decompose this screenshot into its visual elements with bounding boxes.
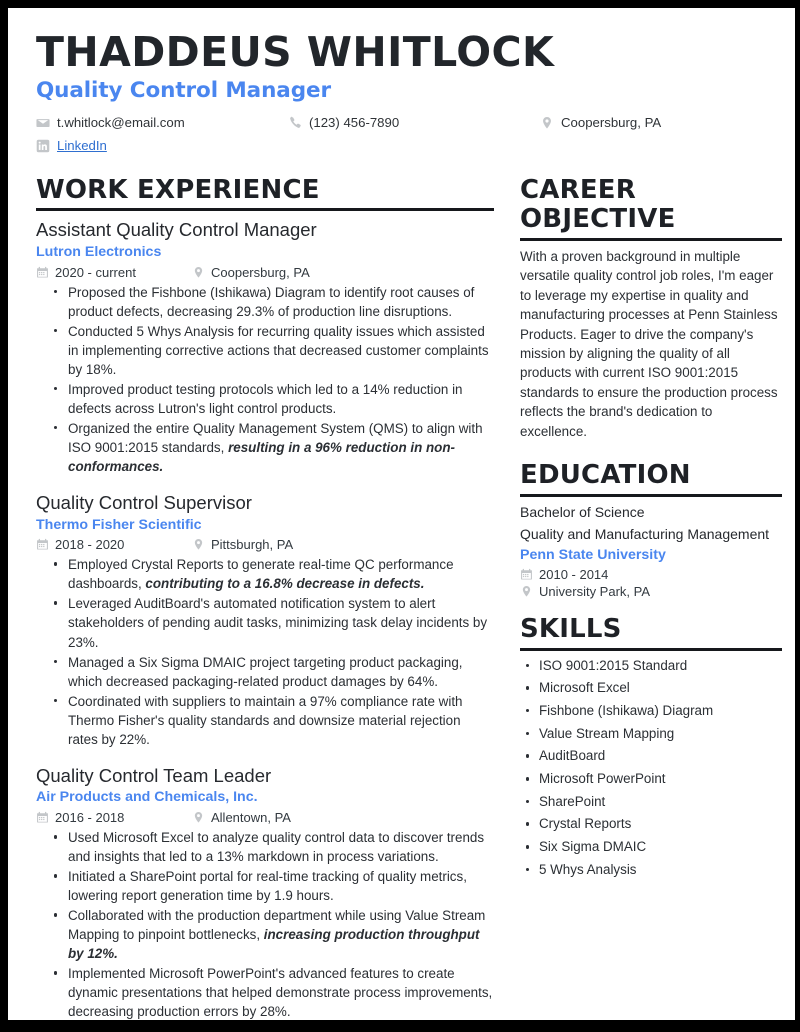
contact-location	[540, 115, 771, 131]
work-entry-location-text: Pittsburgh, PA	[211, 537, 294, 553]
bullet-item: Proposed the Fishbone (Ishikawa) Diagram to identify root causes of product defects, decreasing 29.3% of production line disruptions.	[54, 283, 494, 321]
list-item: Microsoft Excel	[524, 679, 782, 698]
work-entry-bullets	[36, 283, 494, 476]
column-gutter	[494, 176, 520, 1020]
work-entry-meta	[36, 810, 494, 825]
headline-job-title: Quality Control Manager	[36, 78, 331, 104]
list-item: Fishbone (Ishikawa) Diagram	[524, 702, 782, 721]
section-work-experience	[36, 176, 494, 1020]
list-item: AuditBoard	[524, 747, 782, 766]
map-pin-icon	[540, 116, 554, 130]
section-education	[520, 461, 782, 599]
section-divider	[36, 208, 494, 211]
section-title-education: EDUCATION	[520, 460, 691, 491]
calendar-icon	[36, 811, 49, 824]
resume-header	[36, 30, 771, 154]
work-entry	[36, 218, 494, 476]
calendar-icon	[36, 538, 49, 551]
bullet-item: Coordinated with suppliers to maintain a 97% compliance rate with Thermo Fisher's quality standards and downsize material rejection rates by 22%.	[54, 692, 494, 749]
work-entry-location	[192, 810, 291, 825]
work-entry-bullets	[36, 555, 494, 748]
right-column	[520, 176, 782, 1020]
work-entry-location-text: Coopersburg, PA	[211, 264, 310, 280]
work-entry-location-text: Allentown, PA	[211, 810, 291, 826]
work-entry-dates	[36, 810, 192, 825]
bullet-item: Implemented Microsoft PowerPoint's advanced features to create dynamic presentations that helped demonstrate process improvements, decreasing production errors by 28%.	[54, 964, 494, 1020]
work-entry	[36, 491, 494, 749]
work-entry-title: Quality Control Supervisor	[36, 491, 252, 513]
list-item: Microsoft PowerPoint	[524, 770, 782, 789]
work-entry	[36, 764, 494, 1020]
contact-email-text: t.whitlock@email.com	[57, 114, 185, 130]
education-degree-line-2: Quality and Manufacturing Management	[520, 525, 770, 542]
map-pin-icon	[192, 811, 205, 824]
contact-email	[36, 115, 288, 131]
bullet-item: Improved product testing protocols which led to a 14% reduction in defects across Lutron's light control products.	[54, 380, 494, 418]
list-item: ISO 9001:2015 Standard	[524, 657, 782, 676]
work-entry-dates-text: 2018 - 2020	[55, 537, 125, 553]
education-school: Penn State University	[520, 546, 666, 563]
section-title-career-objective: CAREER OBJECTIVE	[520, 174, 676, 235]
contact-location-text: Coopersburg, PA	[561, 114, 662, 130]
section-skills	[520, 615, 782, 879]
education-location	[520, 584, 782, 599]
calendar-icon	[36, 266, 49, 279]
linkedin-icon	[36, 139, 50, 153]
bullet-item: Managed a Six Sigma DMAIC project targeting product packaging, which decreased packaging-related product damages by 64%.	[54, 653, 494, 691]
envelope-icon	[36, 116, 50, 130]
bullet-item: Conducted 5 Whys Analysis for recurring quality issues which assisted in implementing corrective actions that decreased customer complaints by 18%.	[54, 322, 494, 379]
work-entry-bullets	[36, 828, 494, 1020]
section-divider	[520, 648, 782, 651]
work-entry-location	[192, 537, 293, 552]
spacer	[520, 601, 782, 615]
education-dates-text: 2010 - 2014	[539, 567, 609, 583]
contact-phone	[288, 115, 540, 131]
contact-linkedin[interactable]	[36, 138, 288, 154]
work-entry-title: Assistant Quality Control Manager	[36, 219, 317, 241]
list-item: Crystal Reports	[524, 815, 782, 834]
work-entry-meta	[36, 265, 494, 280]
bullet-item: Initiated a SharePoint portal for real-time tracking of quality metrics, lowering report generation time by 1.9 hours.	[54, 867, 494, 905]
education-degree-line-1: Bachelor of Science	[520, 503, 645, 520]
work-entry-dates	[36, 265, 192, 280]
bullet-item: Organized the entire Quality Management System (QMS) to align with ISO 9001:2015 standards, resulting in a 96% reduction in non-conformances.	[54, 419, 494, 476]
work-entry-meta	[36, 537, 494, 552]
spacer	[520, 441, 782, 461]
map-pin-icon	[192, 266, 205, 279]
list-item: SharePoint	[524, 793, 782, 812]
list-item: Six Sigma DMAIC	[524, 838, 782, 857]
work-entry-dates	[36, 537, 192, 552]
contact-linkedin-link[interactable]: LinkedIn	[57, 137, 107, 153]
work-entry-dates-text: 2016 - 2018	[55, 810, 125, 826]
section-career-objective	[520, 176, 782, 442]
bullet-item: Employed Crystal Reports to generate real-time QC performance dashboards, contributing to a 16.8% decrease in defects.	[54, 555, 494, 593]
list-item: Value Stream Mapping	[524, 725, 782, 744]
list-item: 5 Whys Analysis	[524, 861, 782, 880]
career-objective-text: With a proven background in multiple versatile quality control job roles, I'm eager to leverage my expertise in quality and manufacturing processes at Penn Stainless Products. Eager to drive the company's mission by aligning the quality of all products with current ISO 9001:2015 standards to ensure the production process reflects the brand's dedication to excellence.	[520, 248, 778, 439]
resume-page	[8, 8, 795, 1020]
bullet-item: Used Microsoft Excel to analyze quality control data to discover trends and insights that led to a 13% markdown in process variations.	[54, 828, 494, 866]
map-pin-icon	[192, 538, 205, 551]
work-entry-company: Lutron Electronics	[36, 243, 162, 260]
phone-icon	[288, 116, 302, 130]
calendar-icon	[520, 568, 533, 581]
section-divider	[520, 238, 782, 241]
section-title-work-experience: WORK EXPERIENCE	[36, 174, 320, 205]
resume-body	[36, 174, 778, 1020]
contact-info	[36, 115, 771, 154]
work-entry-dates-text: 2020 - current	[55, 264, 136, 280]
page-title: THADDEUS WHITLOCK	[36, 28, 555, 76]
section-title-skills: SKILLS	[520, 614, 622, 645]
skills-list	[520, 657, 782, 880]
contact-phone-text: (123) 456-7890	[309, 114, 400, 130]
bullet-item: Leveraged AuditBoard's automated notification system to alert stakeholders of pending audit tasks, minimizing task delay incidents by 23%.	[54, 594, 494, 651]
work-entry-title: Quality Control Team Leader	[36, 764, 272, 786]
section-divider	[520, 494, 782, 497]
left-column	[36, 176, 494, 1020]
work-entry-location	[192, 265, 310, 280]
work-entry-company: Thermo Fisher Scientific	[36, 516, 202, 533]
education-location-text: University Park, PA	[539, 584, 651, 600]
map-pin-icon	[520, 585, 533, 598]
education-dates	[520, 567, 782, 582]
work-entry-company: Air Products and Chemicals, Inc.	[36, 789, 258, 806]
bullet-item: Collaborated with the production department while using Value Stream Mapping to pinpoint bottlenecks, increasing production throughput by 12%.	[54, 906, 494, 963]
